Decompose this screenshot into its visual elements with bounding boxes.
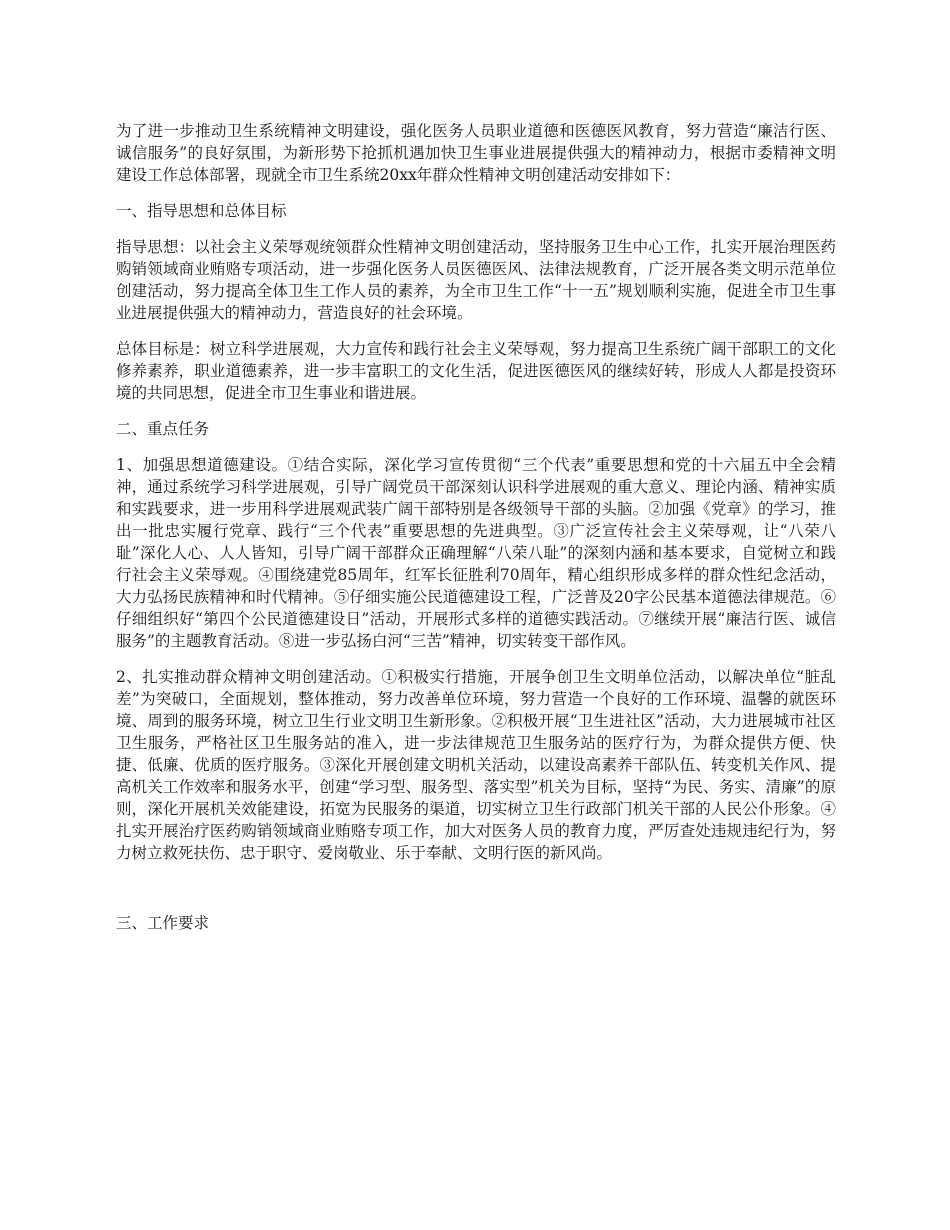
section-heading-guiding-thought: 一、指导思想和总体目标 (116, 202, 287, 220)
section-heading-key-tasks: 二、重点任务 (116, 420, 210, 438)
guiding-thought-paragraph: 指导思想：以社会主义荣辱观统领群众性精神文明创建活动，坚持服务卫生中心工作，扎实开展治理医药购销领域商业贿赂专项活动，进一步强化医务人员医德医风、法律法规教育，广泛开展各类文明示范单位创建活动，努力提高全体卫生工作人员的素养，为全市卫生工作“十一五”规划顺利实施，促进全市卫生事业进展提供强大的精神动力，营造良好的社会环境。 (116, 238, 836, 322)
section-heading-work-requirements: 三、工作要求 (116, 914, 210, 932)
task-1-paragraph: 1、加强思想道德建设。①结合实际，深化学习宣传贯彻“三个代表”重要思想和党的十六届五中全会精神，通过系统学习科学进展观，引导广阔党员干部深刻认识科学进展观的重大意义、理论内涵、精神实质和实践要求，进一步用科学进展观武装广阔干部特别是各级领导干部的头脑。②加强《党章》的学习，推出一批忠实履行党章、践行“三个代表”重要思想的先进典型。③广泛宣传社会主义荣辱观，让“八荣八耻”深化人心、人人皆知，引导广阔干部群众正确理解“八荣八耻”的深刻内涵和基本要求，自觉树立和践行社会主义荣辱观。④围绕建党85周年，红军长征胜利70周年，精心组织形成多样的群众性纪念活动，大力弘扬民族精神和时代精神。⑤仔细实施公民道德建设工程，广泛普及20字公民基本道德法律规范。⑥仔细组织好“第四个公民道德建设日”活动，开展形式多样的道德实践活动。⑦继续开展“廉洁行医、诚信服务”的主题教育活动。⑧进一步弘扬白河“三苦”精神，切实转变干部作风。 (116, 456, 836, 650)
overall-goal-paragraph: 总体目标是：树立科学进展观，大力宣传和践行社会主义荣辱观，努力提高卫生系统广阔干部职工的文化修养素养，职业道德素养，进一步丰富职工的文化生活，促进医德医风的继续好转，形成人人都是投资环境的共同思想，促进全市卫生事业和谐进展。 (116, 340, 836, 402)
intro-paragraph: 为了进一步推动卫生系统精神文明建设，强化医务人员职业道德和医德医风教育，努力营造“廉洁行医、诚信服务”的良好氛围，为新形势下抢抓机遇加快卫生事业进展提供强大的精神动力，根据市委精神文明建设工作总体部署，现就全市卫生系统20xx年群众性精神文明创建活动安排如下： (116, 122, 836, 184)
task-2-paragraph: 2、扎实推动群众精神文明创建活动。①积极实行措施，开展争创卫生文明单位活动，以解决单位“脏乱差”为突破口，全面规划，整体推动，努力改善单位环境，努力营造一个良好的工作环境、温馨的就医环境、周到的服务环境，树立卫生行业文明卫生新形象。②积极开展“卫生进社区”活动，大力进展城市社区卫生服务，严格社区卫生服务站的准入，进一步法律规范卫生服务站的医疗行为，为群众提供方便、快捷、低廉、优质的医疗服务。③深化开展创建文明机关活动，以建设高素养干部队伍、转变机关作风、提高机关工作效率和服务水平，创建“学习型、服务型、落实型”机关为目标，坚持“为民、务实、清廉”的原则，深化开展机关效能建设，拓宽为民服务的渠道，切实树立卫生行政部门机关干部的人民公仆形象。④扎实开展治疗医药购销领域商业贿赂专项工作，加大对医务人员的教育力度，严厉查处违规违纪行为，努力树立救死扶伤、忠于职守、爱岗敬业、乐于奉献、文明行医的新风尚。 (116, 668, 836, 862)
document-body (116, 120, 836, 948)
